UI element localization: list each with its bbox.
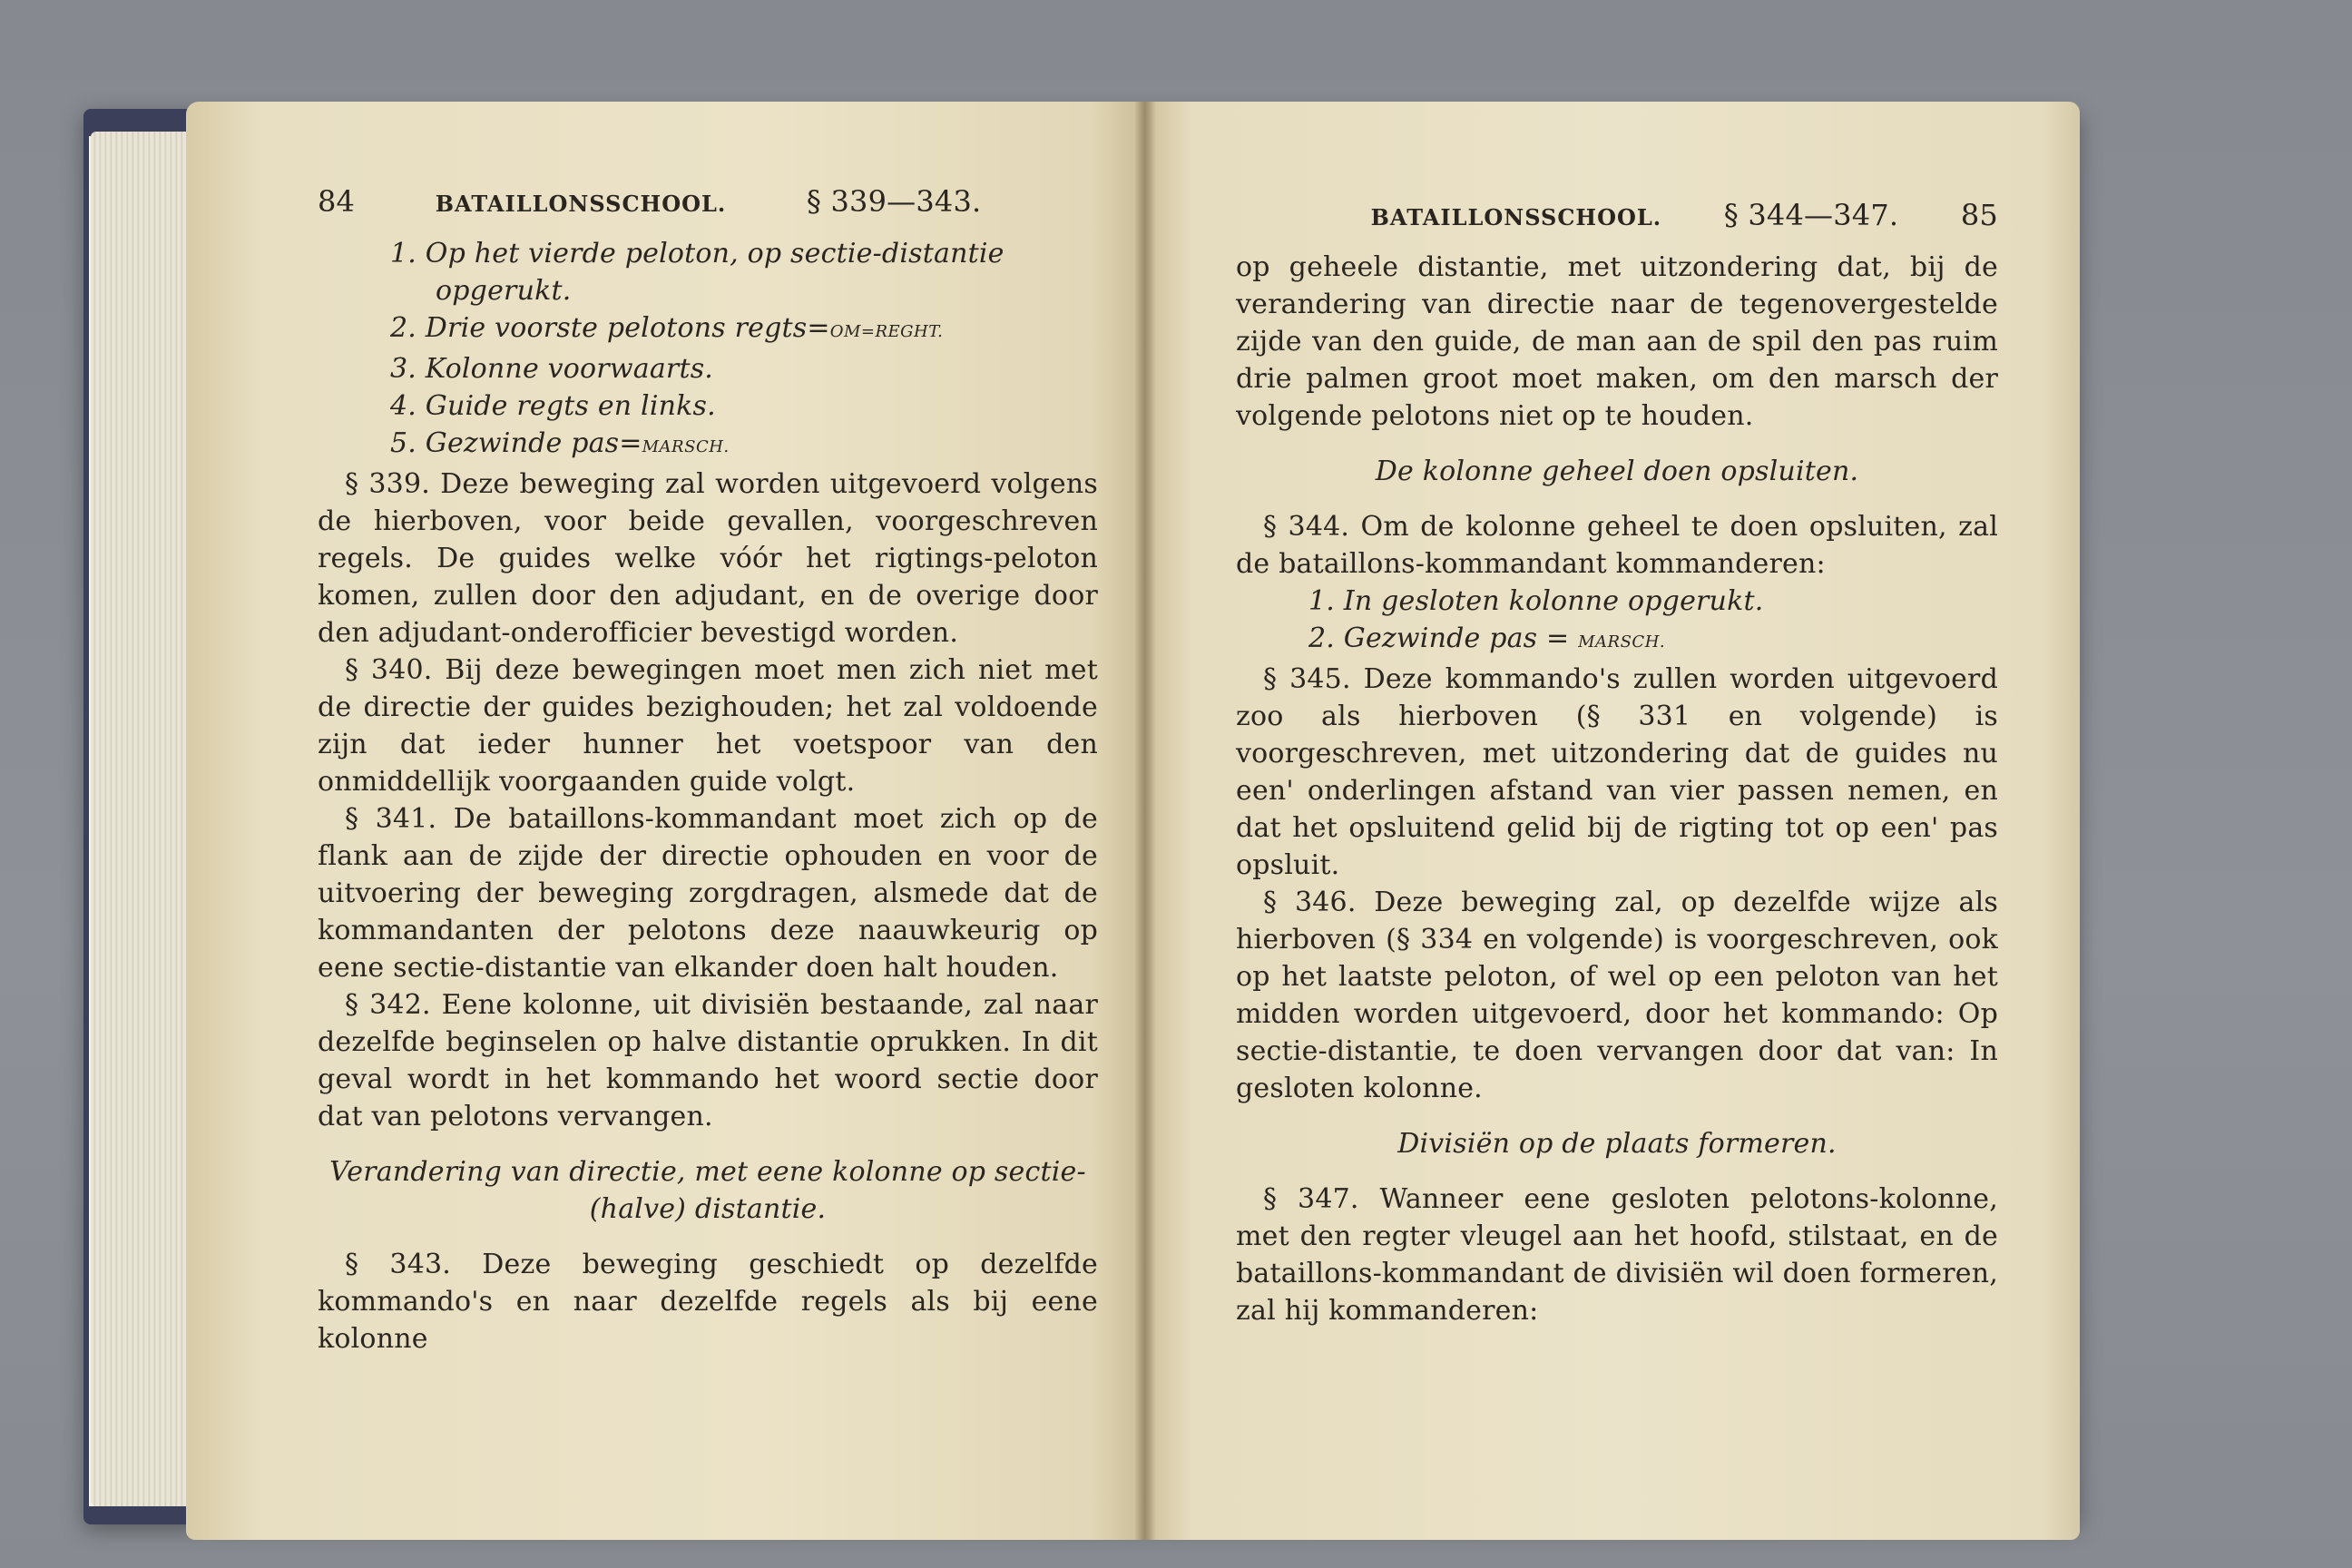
command-line: 3. Kolonne voorwaarts. [390,353,714,385]
left-running-title: BATAILLONSSCHOOL. [435,191,727,217]
paragraph-340: § 340. Bij deze bewegingen moet men zich niet met de directie der guides bezighouden; het zal voldoende zijn dat ieder hunner het voetspoor van den onmiddellijk voorgaanden guide volgt. [318,654,1098,798]
paragraph-347: § 347. Wanneer eene gesloten pelotons-kolonne, met den regter vleugel aan het hoofd, stilstaat, en de bataillons-kommandant de divisiën wil doen formeren, zal hij kommanderen: [1236,1183,1998,1327]
paragraph-345: § 345. Deze kommando's zullen worden uitgevoerd zoo als hierboven (§ 331 en volgende) is voorgeschreven, met uitzondering dat de guides nu een' onderlingen afstand van vier passen nemen, en dat het opsluitend gelid bij de rigting tot op een' pas opsluit. [1236,663,1998,881]
right-page [1145,102,2080,1540]
right-page-number: 85 [1960,198,1998,232]
left-page-number: 84 [318,184,356,219]
section-heading: De kolonne geheel doen opsluiten. [1375,456,1859,487]
paragraph-343: § 343. Deze beweging geschiedt op dezelfde kommando's en naar dezelfde regels als bij eene kolonne [318,1249,1098,1355]
left-section-range: § 339—343. [806,184,982,219]
right-section-range: § 344—347. [1723,198,1899,232]
left-page [186,102,1148,1540]
continued-paragraph: op geheele distantie, met uitzondering dat, bij de verandering van directie naar de tegenovergestelde zijde van den guide, de man aan de spil den pas ruim drie palmen groot moet maken, om den marsch der volgende pelotons niet op te houden. [1236,251,1998,432]
command-line: 2. Gezwinde pas = MARSCH. [1308,622,1666,654]
command-line: 1. In gesloten kolonne opgerukt. [1308,585,1764,617]
right-running-head [1236,197,1998,236]
right-running-title: BATAILLONSSCHOOL. [1370,204,1662,230]
section-heading: Divisiën op de plaats formeren. [1397,1128,1837,1160]
section-heading: Verandering van directie, met eene kolonne op sectie- (halve) distantie. [329,1156,1086,1225]
command-line: 5. Gezwinde pas=MARSCH. [390,427,730,459]
paragraph-339: § 339. Deze beweging zal worden uitgevoerd volgens de hierboven, voor beide gevallen, voorgeschreven regels. De guides welke vóór het rigtings-peloton komen, zullen door den adjudant, en de overige door den adjudant-onderofficier bevestigd worden. [318,468,1098,649]
command-line: 2. Drie voorste pelotons regts=OM=REGHT. [390,312,944,344]
command-line: 4. Guide regts en links. [390,390,716,422]
right-page-text [1236,197,1998,1329]
command-line: 1. Op het vierde peloton, op sectie-distantie [390,238,1004,270]
left-page-text [318,183,1098,1357]
left-running-head [318,183,1098,222]
paragraph-341: § 341. De bataillons-kommandant moet zich op de flank aan de zijde der directie ophouden en voor de uitvoering der beweging zorgdragen, alsmede dat de kommandanten der pelotons deze naauwkeurig op eene sectie-distantie van elkander doen halt houden. [318,803,1098,984]
book-gutter [1134,102,1156,1540]
command-line: opgerukt. [436,275,572,307]
paragraph-344: § 344. Om de kolonne geheel te doen opsluiten, zal de bataillons-kommandant kommanderen: [1236,511,1998,580]
paragraph-342: § 342. Eene kolonne, uit divisiën bestaande, zal naar dezelfde beginselen op halve distantie oprukken. In dit geval wordt in het kommando het woord sectie door dat van pelotons vervangen. [318,989,1098,1132]
paragraph-346: § 346. Deze beweging zal, op dezelfde wijze als hierboven (§ 334 en volgende) is voorgeschreven, ook op het laatste peloton, of wel op een peloton van het midden worden uitgevoerd, door het kommando: Op sectie-distantie, te doen vervangen door dat van: In gesloten kolonne. [1236,887,1998,1104]
